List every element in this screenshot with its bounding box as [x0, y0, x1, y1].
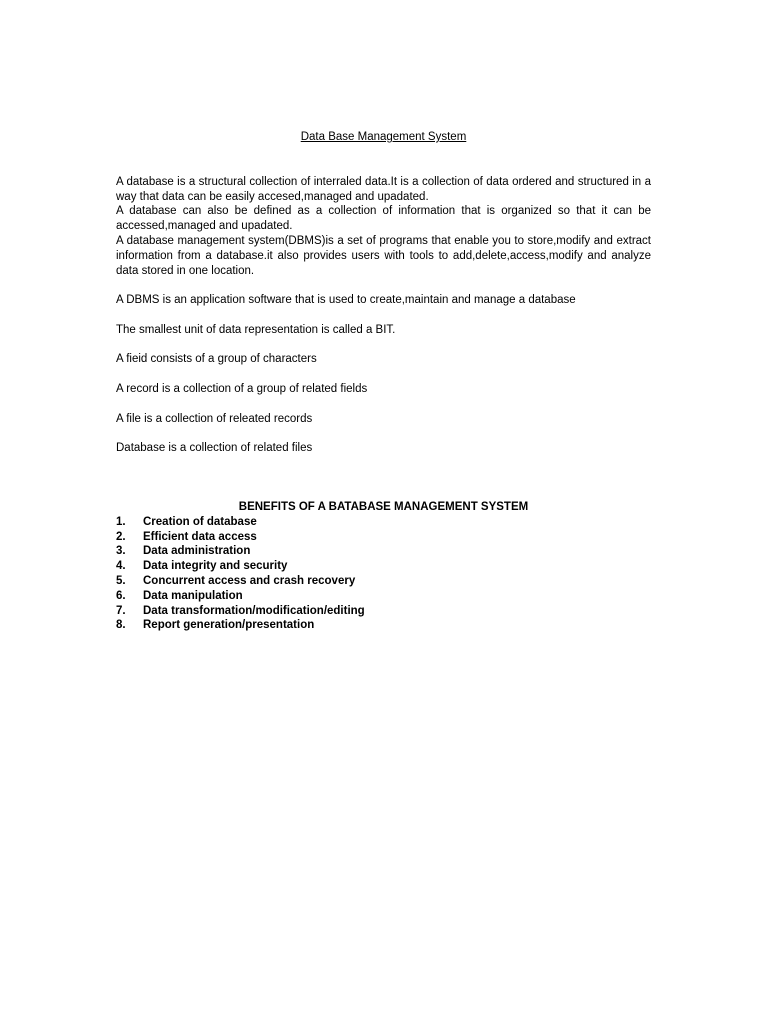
statement-field: A fieid consists of a group of characters — [116, 353, 317, 366]
list-item-text: Data integrity and security — [143, 560, 288, 573]
statement-database: Database is a collection of related files — [116, 442, 313, 455]
list-item — [116, 530, 651, 545]
list-item-number: 3. — [116, 545, 126, 558]
list-item-number: 5. — [116, 574, 126, 587]
list-item-text: Concurrent access and crash recovery — [143, 574, 356, 587]
benefits-list — [116, 515, 651, 633]
list-item-text: Efficient data access — [143, 530, 257, 543]
list-item-text: Report generation/presentation — [143, 619, 315, 632]
list-item — [116, 604, 651, 619]
statement-file: A file is a collection of releated records — [116, 412, 313, 425]
list-item — [116, 515, 651, 530]
list-item-text: Data administration — [143, 545, 251, 558]
list-item-number: 2. — [116, 530, 126, 543]
list-item-number: 6. — [116, 589, 126, 602]
list-item-text: Data manipulation — [143, 589, 243, 602]
document-title: Data Base Management System — [300, 131, 467, 143]
statement-bit: The smallest unit of data representation is called a BIT. — [116, 323, 396, 336]
list-item — [116, 574, 651, 589]
list-item — [116, 544, 651, 559]
statement-dbms: A DBMS is an application software that is used to create,maintain and manage a database — [116, 294, 576, 307]
list-item — [116, 559, 651, 574]
list-item-text: Data transformation/modification/editing — [143, 604, 365, 617]
benefits-heading: BENEFITS OF A BATABASE MANAGEMENT SYSTEM — [238, 500, 529, 513]
intro-paragraph-3: A database management system(DBMS)is a set of programs that enable you to store,modify and extract information from a database.it also provides users with tools to add,delete,access,modify and analyze data stored in one location. — [116, 234, 651, 277]
intro-paragraph-1: A database is a structural collection of interraled data.It is a collection of data ordered and structured in a way that data can be easily accesed,managed and upadated. — [116, 175, 651, 203]
list-item — [116, 618, 651, 633]
statement-record: A record is a collection of a group of related fields — [116, 382, 368, 395]
intro-paragraph-2: A database can also be defined as a collection of information that is organized so that it can be accessed,managed and upadated. — [116, 205, 651, 233]
list-item-text: Creation of database — [143, 515, 257, 528]
document-body — [116, 130, 651, 633]
list-item-number: 1. — [116, 515, 126, 528]
list-item-number: 8. — [116, 619, 126, 632]
list-item-number: 7. — [116, 604, 126, 617]
list-item — [116, 589, 651, 604]
list-item-number: 4. — [116, 560, 126, 573]
